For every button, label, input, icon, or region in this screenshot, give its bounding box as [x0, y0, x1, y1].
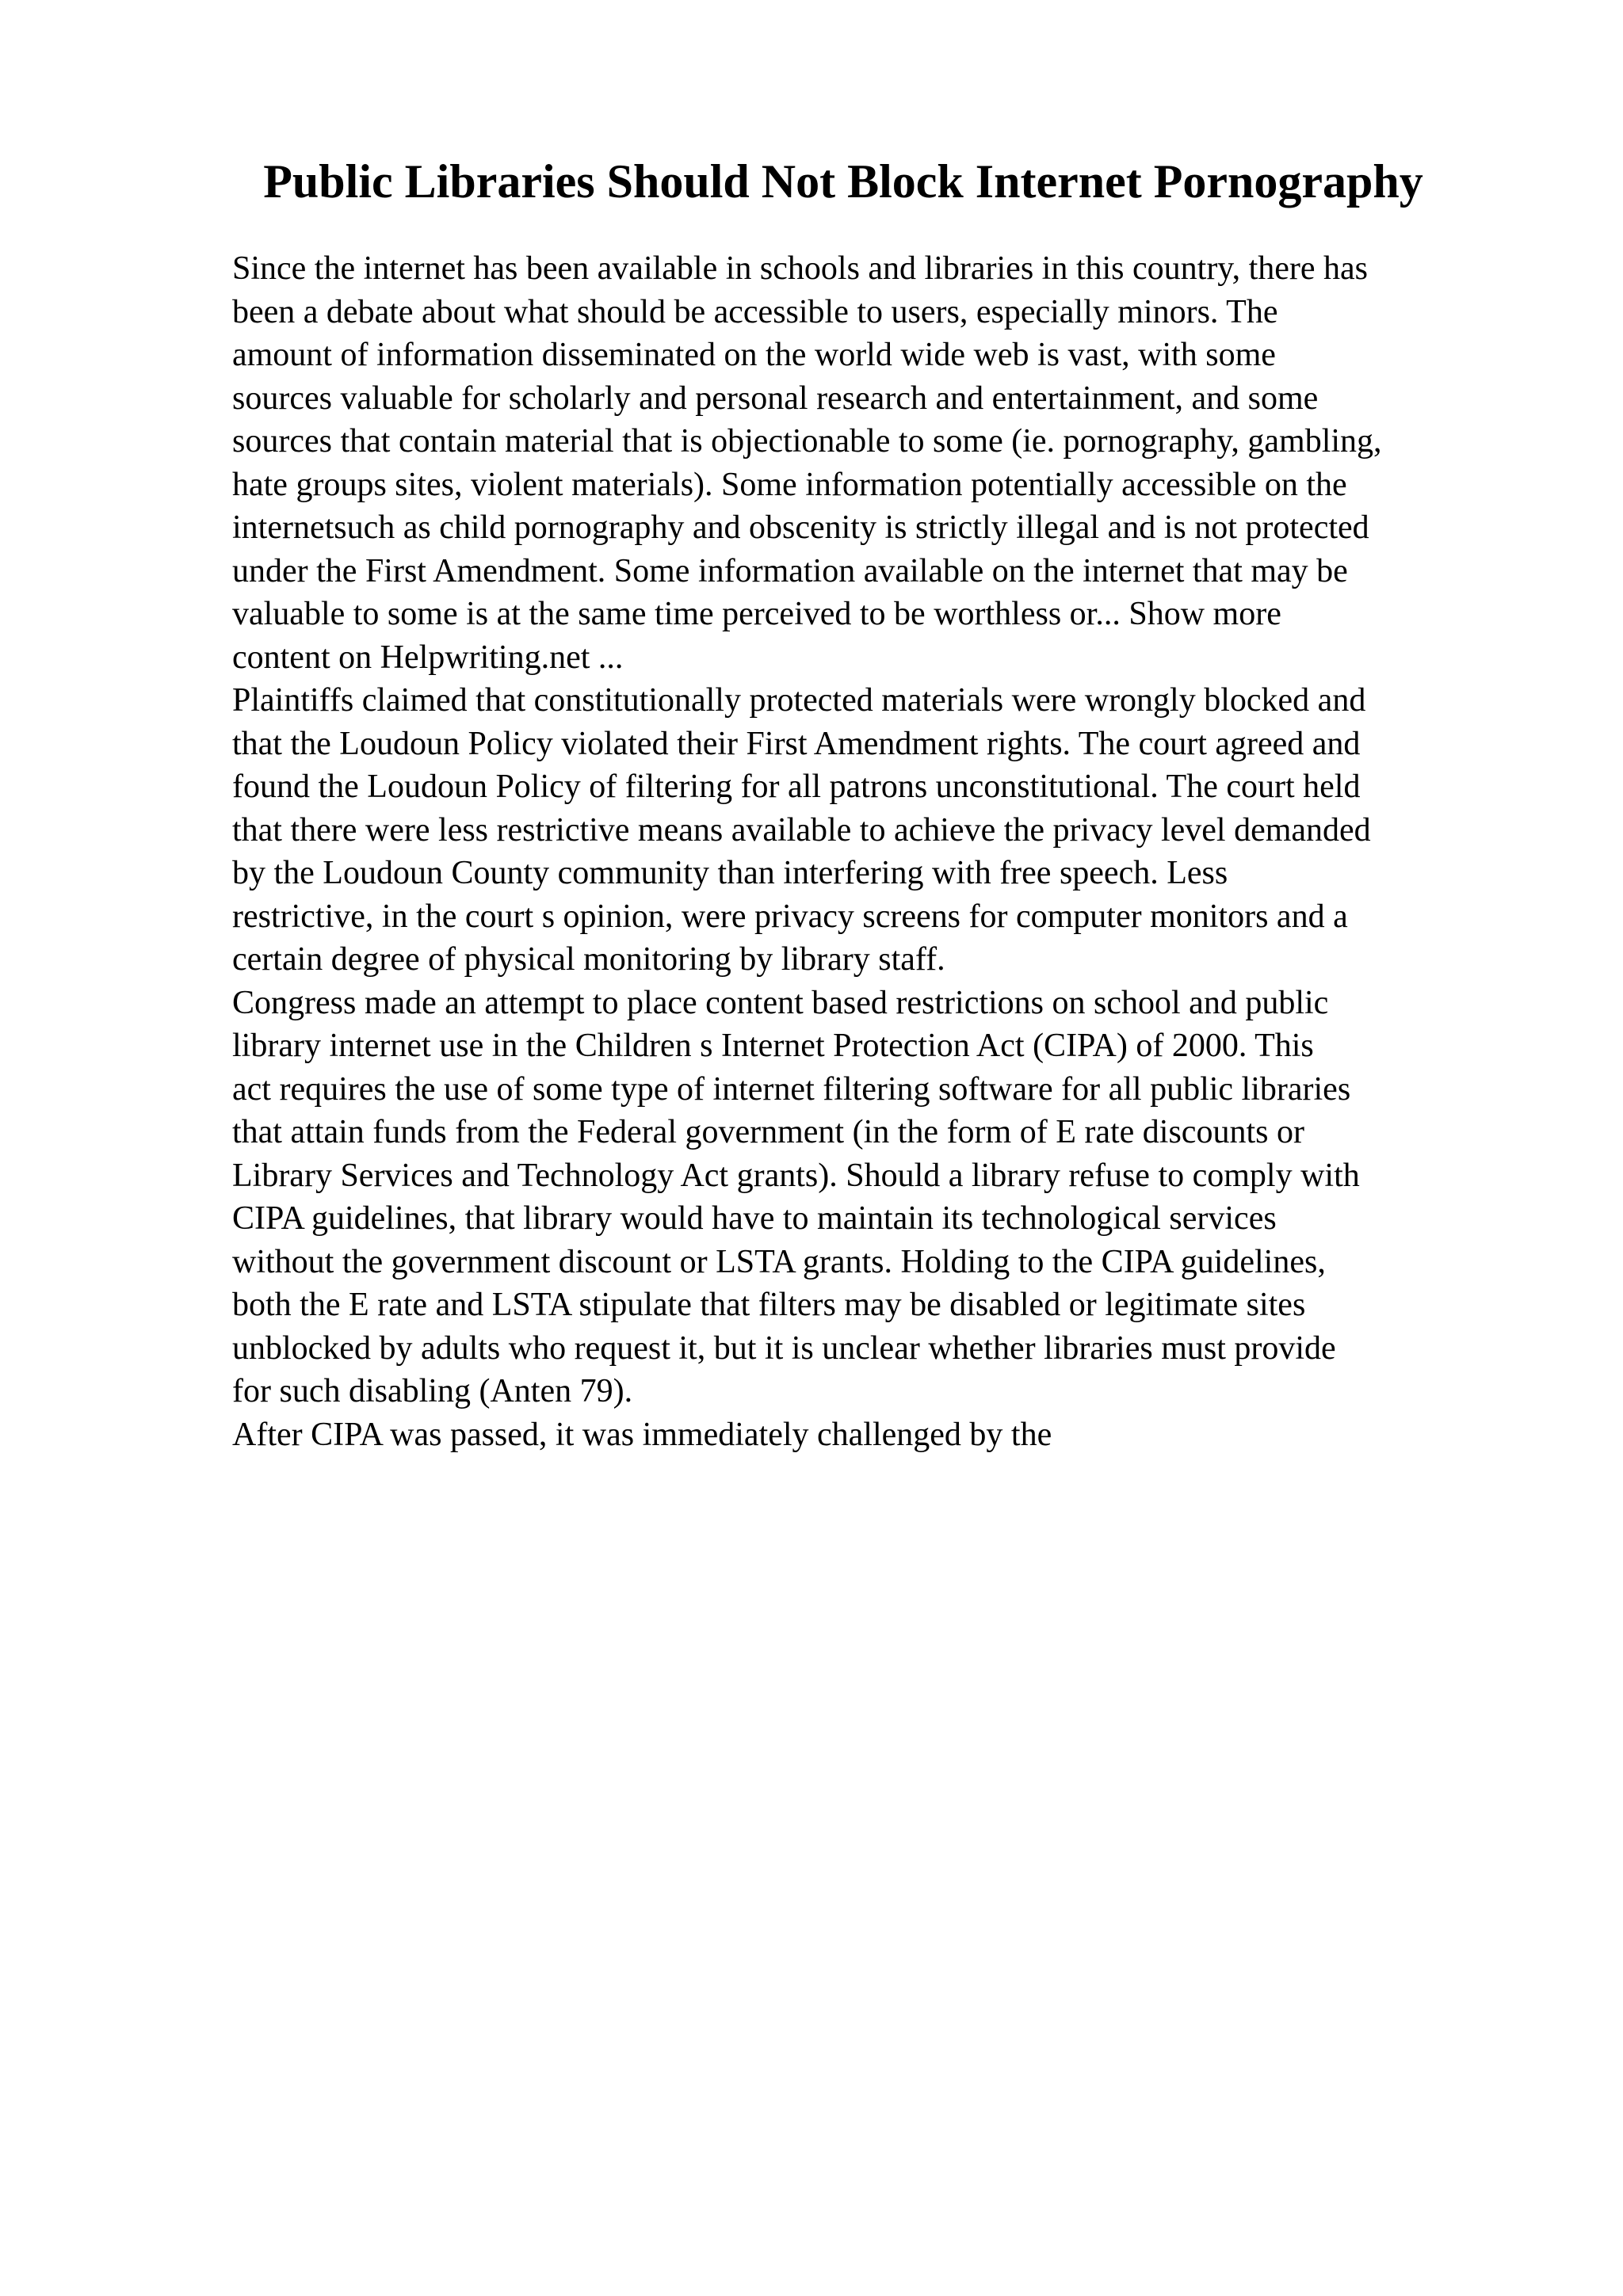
body-line: that the Loudoun Policy violated their First Amendment rights. The court agreed and: [232, 725, 1361, 762]
body-line: without the government discount or LSTA grants. Holding to the CIPA guidelines,: [232, 1243, 1326, 1280]
body-line: for such disabling (Anten 79).: [232, 1373, 633, 1409]
body-line: valuable to some is at the same time perceived to be worthless or... Show more: [232, 596, 1281, 632]
body-line: that there were less restrictive means available to achieve the privacy level demanded: [232, 811, 1371, 849]
body-line: hate groups sites, violent materials). Some information potentially accessible on the: [232, 466, 1347, 503]
body-line: content on Helpwriting.net ...: [232, 639, 624, 676]
body-line: certain degree of physical monitoring by library staff.: [232, 941, 945, 978]
body-line: Plaintiffs claimed that constitutionally protected materials were wrongly blocked and: [232, 682, 1366, 719]
body-line: sources that contain material that is objectionable to some (ie. pornography, gambling,: [232, 423, 1382, 460]
body-line: CIPA guidelines, that library would have to maintain its technological services: [232, 1200, 1277, 1237]
document-body: [232, 247, 1532, 1456]
body-line: internetsuch as child pornography and obscenity is strictly illegal and is not protected: [232, 509, 1369, 546]
body-line: restrictive, in the court s opinion, were privacy screens for computer monitors and a: [232, 898, 1348, 935]
body-line: amount of information disseminated on the world wide web is vast, with some: [232, 337, 1276, 373]
body-line: act requires the use of some type of internet filtering software for all public libraries: [232, 1070, 1351, 1108]
body-line: unblocked by adults who request it, but it is unclear whether libraries must provide: [232, 1329, 1336, 1367]
body-line: Library Services and Technology Act grants). Should a library refuse to comply with: [232, 1157, 1360, 1194]
document-title: Public Libraries Should Not Block Internet Pornography: [263, 155, 1423, 208]
body-line: Congress made an attempt to place content based restrictions on school and public: [232, 984, 1329, 1021]
body-line: After CIPA was passed, it was immediately challenged by the: [232, 1416, 1052, 1453]
body-line: under the First Amendment. Some information available on the internet that may be: [232, 552, 1348, 589]
body-line: library internet use in the Children s Internet Protection Act (CIPA) of 2000. This: [232, 1028, 1314, 1064]
body-line: both the E rate and LSTA stipulate that filters may be disabled or legitimate sites: [232, 1287, 1306, 1323]
body-line: sources valuable for scholarly and personal research and entertainment, and some: [232, 379, 1319, 417]
body-line: been a debate about what should be accessible to users, especially minors. The: [232, 293, 1278, 330]
body-line: that attain funds from the Federal government (in the form of E rate discounts or: [232, 1114, 1304, 1150]
body-line: by the Loudoun County community than interfering with free speech. Less: [232, 855, 1228, 891]
body-line: Since the internet has been available in schools and libraries in this country, there has: [232, 250, 1369, 287]
body-line: found the Loudoun Policy of filtering for all patrons unconstitutional. The court held: [232, 769, 1361, 805]
